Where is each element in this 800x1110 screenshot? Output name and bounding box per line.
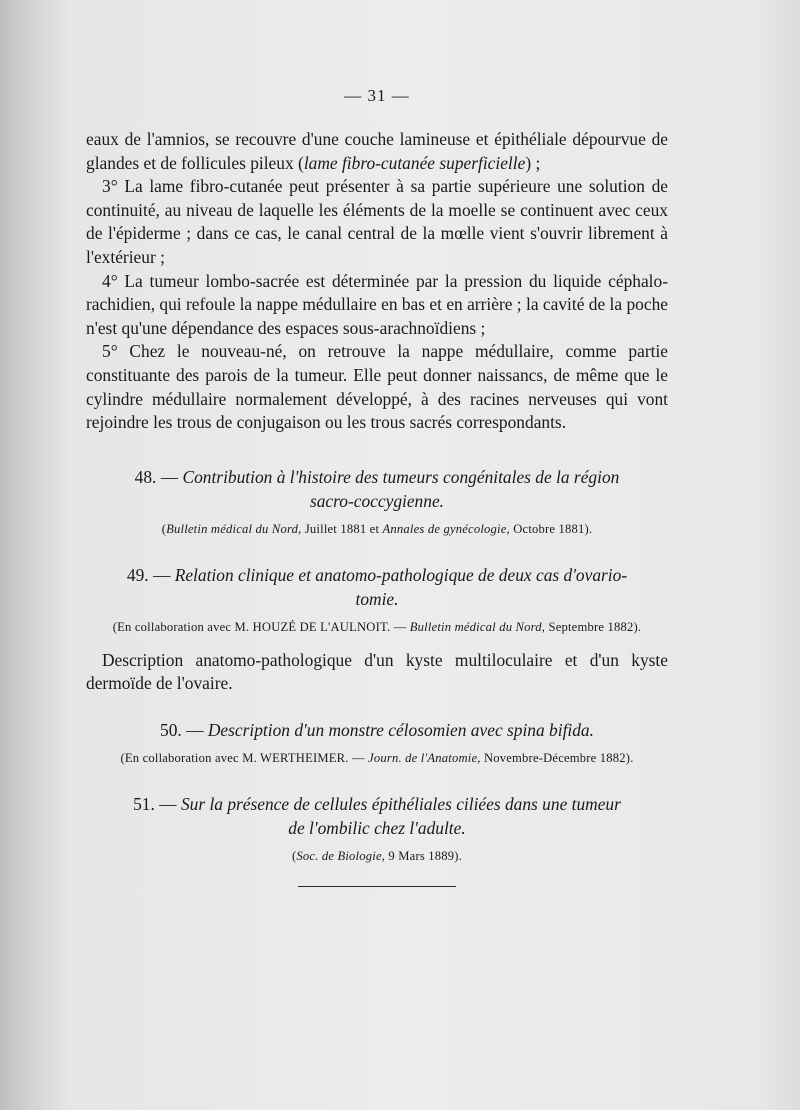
source-date-2: Octobre 1881). — [509, 521, 593, 536]
entry-title-line1: Description d'un monstre célosomien avec spina bifida. — [207, 719, 594, 740]
source-date: 9 Mars 1889). — [385, 848, 463, 863]
entry-title — [86, 718, 668, 742]
closing-rule — [298, 886, 456, 887]
entry-title-line2: tomie. — [355, 588, 399, 609]
source-prefix: (En collaboration avec M. HOUZÉ DE L'AULNOIT. — — [112, 619, 410, 634]
entry-title-line1: Sur la présence de cellules épithéliales ciliées dans une tumeur — [180, 793, 621, 814]
source-date: Juillet 1881 et — [301, 521, 383, 536]
entry-source — [86, 751, 668, 766]
page-number: — 31 — — [344, 86, 410, 105]
paragraph-italic: lame fibro-cutanée superficielle — [303, 152, 526, 173]
source-journal: Bulletin médical du Nord, — [409, 619, 546, 634]
entry-source — [86, 522, 668, 537]
source-journal-2: Annales de gynécologie, — [382, 521, 510, 536]
entry-number: 50. — — [160, 719, 204, 740]
entry-source — [86, 620, 668, 635]
source-prefix: ( — [161, 521, 167, 536]
entry-source — [86, 849, 668, 864]
source-date: Novembre-Décembre 1882). — [480, 750, 634, 765]
bibliography-entry-51 — [86, 792, 668, 864]
entry-title-line1: Contribution à l'histoire des tumeurs congénitales de la région — [182, 466, 620, 487]
paragraph-point-4: 4° La tumeur lombo-sacrée est déterminée par la pression du liquide céphalo-rachidien, qui refoule la nappe médullaire en bas et en arrière ; la cavité de la poche n'est qu'une dépendance des espaces sous-arachnoïdiens ; — [86, 270, 668, 338]
entry-title — [86, 465, 668, 513]
source-date: Septembre 1882). — [545, 619, 642, 634]
paragraph-point-3: 3° La lame fibro-cutanée peut présenter à sa partie supérieure une solution de continuité, au niveau de laquelle les éléments de la moelle se continuent avec ceux de l'épiderme ; dans ce cas, le canal central de la mœlle vient s'ouvrir librement à l'extérieur ; — [86, 176, 668, 267]
entry-number: 48. — — [134, 466, 179, 487]
bibliography-entry-48 — [86, 465, 668, 537]
entry-number: 49. — — [126, 564, 171, 585]
source-journal: Bulletin médical du Nord, — [166, 521, 302, 536]
bibliography-entry-50 — [86, 718, 668, 766]
entry-title — [86, 563, 668, 611]
page-content — [86, 86, 668, 887]
entry-title-line1: Relation clinique et anatomo-pathologique de deux cas d'ovario- — [174, 564, 628, 585]
source-prefix: ( — [291, 848, 297, 863]
entry-number: 51. — — [133, 793, 177, 814]
source-journal: Soc. de Biologie, — [296, 848, 386, 863]
source-prefix: (En collaboration avec M. WERTHEIMER. — — [120, 750, 369, 765]
entry-title — [86, 792, 668, 840]
entry-title-line2: de l'ombilic chez l'adulte. — [288, 817, 466, 838]
bibliography-entry-49 — [86, 563, 668, 696]
paragraph-text: eaux de l'amnios, se recouvre d'une couche lamineuse et épithéliale dépourvue de glandes et de follicules pileux ( — [86, 129, 668, 173]
paragraph-point-5: 5° Chez le nouveau-né, on retrouve la nappe médullaire, comme partie constituante des parois de la tumeur. Elle peut donner naissancs, de même que le cylindre médullaire normalement développé, à des racines nerveuses qui vont rejoindre les trous de conjugaison ou les trous sacrés correspondants. — [86, 341, 668, 433]
paragraph-continuation — [86, 128, 668, 175]
entry-description: Description anatomo-pathologique d'un kyste multiloculaire et d'un kyste dermoïde de l'ovaire. — [86, 649, 668, 694]
entry-title-line2: sacro-coccygienne. — [309, 490, 445, 511]
paragraph-tail: ) ; — [525, 152, 541, 173]
source-journal: Journ. de l'Anatomie, — [368, 750, 481, 765]
